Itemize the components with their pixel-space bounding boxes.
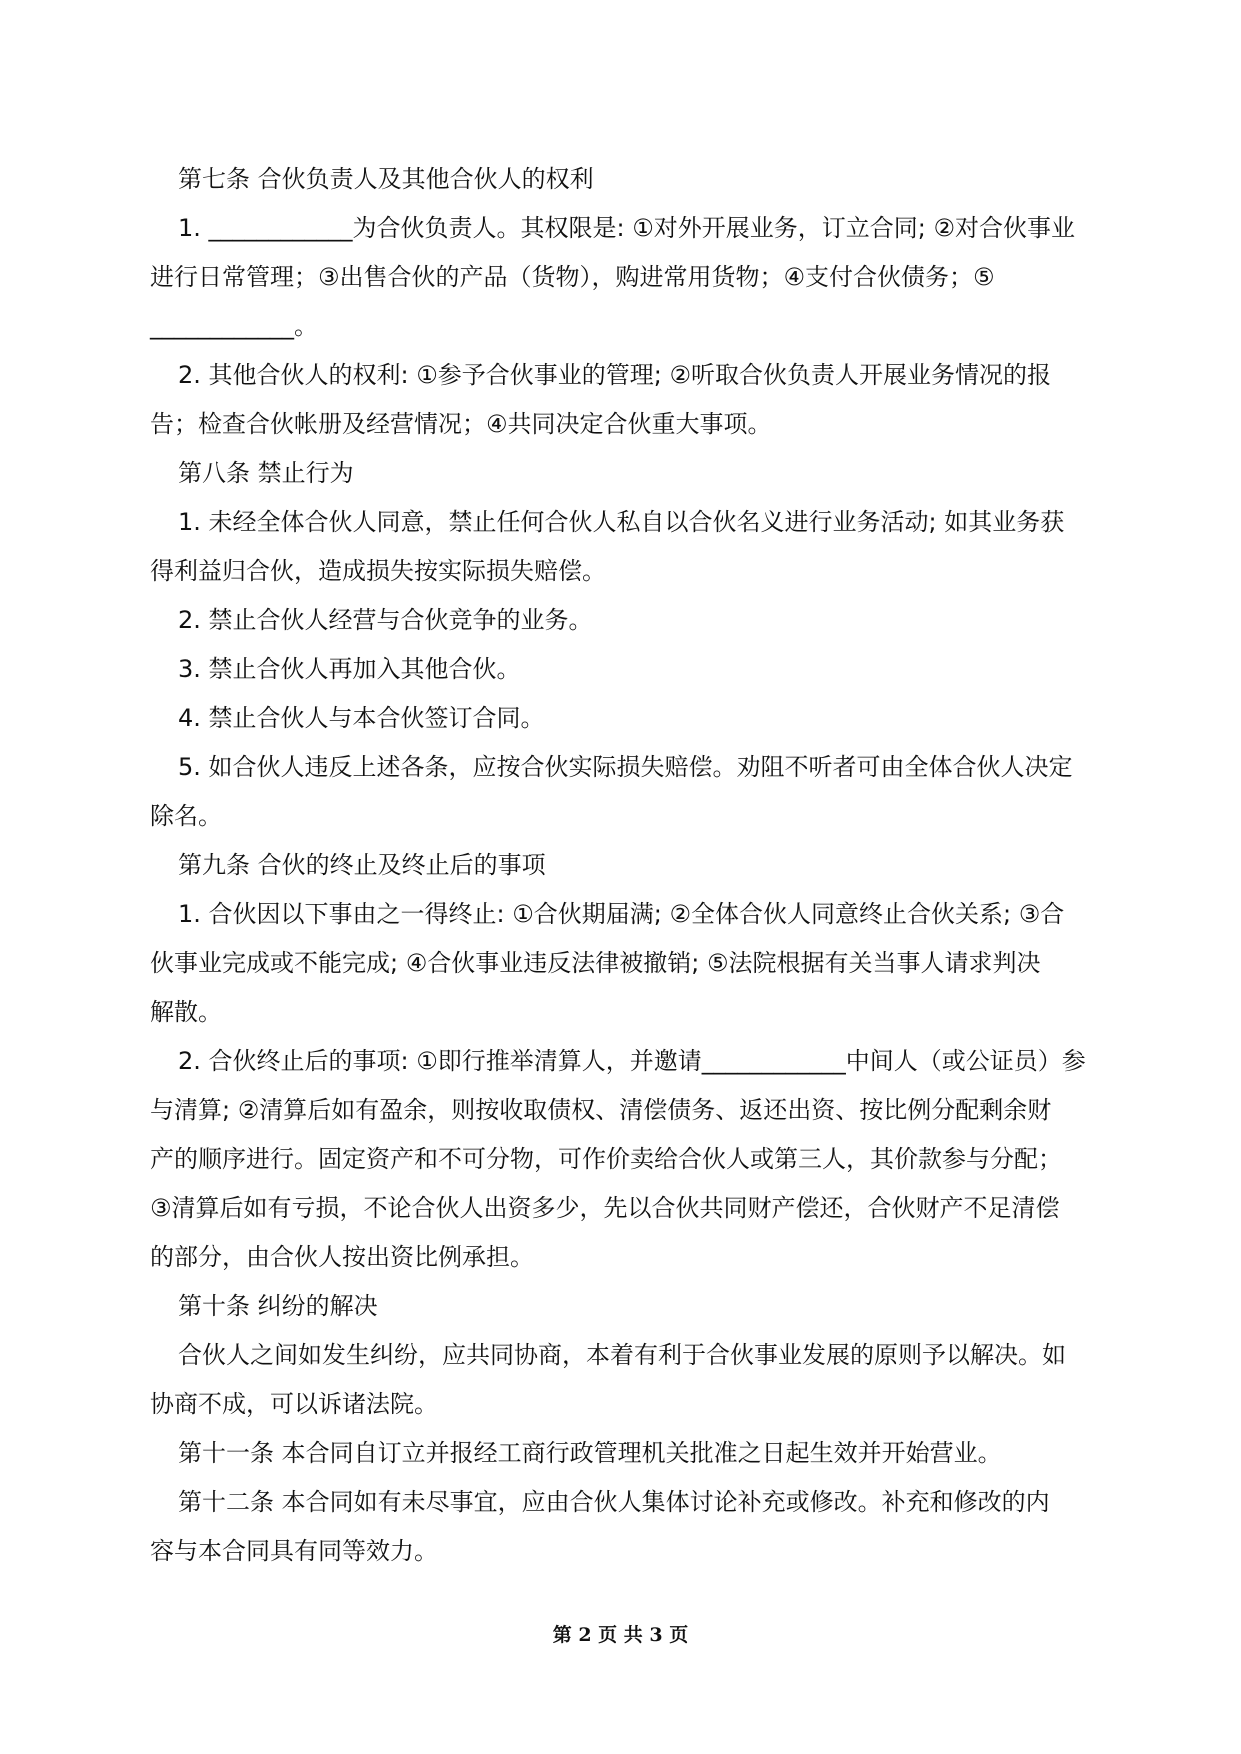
article-7-clause-1-line-1: 1. ____________为合伙负责人。其权限是: ①对外开展业务，订立合同; ②对合伙事业 [178, 214, 1075, 242]
article-9-clause-1-line-1: 1. 合伙因以下事由之一得终止: ①合伙期届满; ②全体合伙人同意终止合伙关系; ③合 [178, 900, 1065, 928]
article-10-body-line-1: 合伙人之间如发生纠纷，应共同协商，本着有利于合伙事业发展的原则予以解决。如 [178, 1341, 1066, 1369]
article-7-clause-2-line-2: 告；检查合伙帐册及经营情况；④共同决定合伙重大事项。 [150, 410, 772, 438]
article-7-clause-2-line-1: 2. 其他合伙人的权利: ①参予合伙事业的管理; ②听取合伙负责人开展业务情况的报 [178, 361, 1051, 389]
page-number-footer: 第 2 页 共 3 页 [552, 1624, 689, 1646]
article-7-clause-1-line-3: ____________。 [150, 312, 318, 340]
article-8-clause-1-line-1: 1. 未经全体合伙人同意，禁止任何合伙人私自以合伙名义进行业务活动; 如其业务获 [178, 508, 1065, 536]
article-7-clause-1-line-2: 进行日常管理；③出售合伙的产品（货物），购进常用货物；④支付合伙债务；⑤ [150, 263, 995, 291]
article-9-clause-2-line-1: 2. 合伙终止后的事项: ①即行推举清算人，并邀请____________中间人（或公证员）参 [178, 1047, 1086, 1075]
article-9-clause-1-line-3: 解散。 [150, 998, 222, 1026]
article-12-line-1: 第十二条 本合同如有未尽事宜，应由合伙人集体讨论补充或修改。补充和修改的内 [178, 1488, 1050, 1516]
article-8-clause-5-line-1: 5. 如合伙人违反上述各条，应按合伙实际损失赔偿。劝阻不听者可由全体合伙人决定 [178, 753, 1073, 781]
article-9-clause-2-line-2: 与清算; ②清算后如有盈余，则按收取债权、清偿债务、返还出资、按比例分配剩余财 [150, 1096, 1052, 1124]
article-11: 第十一条 本合同自订立并报经工商行政管理机关批准之日起生效并开始营业。 [178, 1439, 1002, 1467]
article-8-clause-2: 2. 禁止合伙人经营与合伙竞争的业务。 [178, 606, 593, 634]
article-8-clause-5-line-2: 除名。 [150, 802, 222, 830]
article-9-clause-2-line-3: 产的顺序进行。固定资产和不可分物，可作价卖给合伙人或第三人，其价款参与分配； [150, 1145, 1062, 1173]
article-8-clause-4: 4. 禁止合伙人与本合伙签订合同。 [178, 704, 545, 732]
article-10-heading: 第十条 纠纷的解决 [178, 1292, 378, 1320]
article-9-clause-2-line-4: ③清算后如有亏损，不论合伙人出资多少，先以合伙共同财产偿还，合伙财产不足清偿 [150, 1194, 1060, 1222]
document-body [150, 155, 1095, 1576]
article-9-heading: 第九条 合伙的终止及终止后的事项 [178, 851, 546, 879]
article-10-body-line-2: 协商不成，可以诉诸法院。 [150, 1390, 438, 1418]
article-8-clause-3: 3. 禁止合伙人再加入其他合伙。 [178, 655, 521, 683]
article-12-line-2: 容与本合同具有同等效力。 [150, 1537, 438, 1565]
article-9-clause-2-line-5: 的部分，由合伙人按出资比例承担。 [150, 1243, 534, 1271]
article-8-clause-1-line-2: 得利益归合伙，造成损失按实际损失赔偿。 [150, 557, 606, 585]
article-9-clause-1-line-2: 伙事业完成或不能完成; ④合伙事业违反法律被撤销; ⑤法院根据有关当事人请求判决 [150, 949, 1041, 977]
article-7-heading: 第七条 合伙负责人及其他合伙人的权利 [178, 165, 594, 193]
article-8-heading: 第八条 禁止行为 [178, 459, 354, 487]
